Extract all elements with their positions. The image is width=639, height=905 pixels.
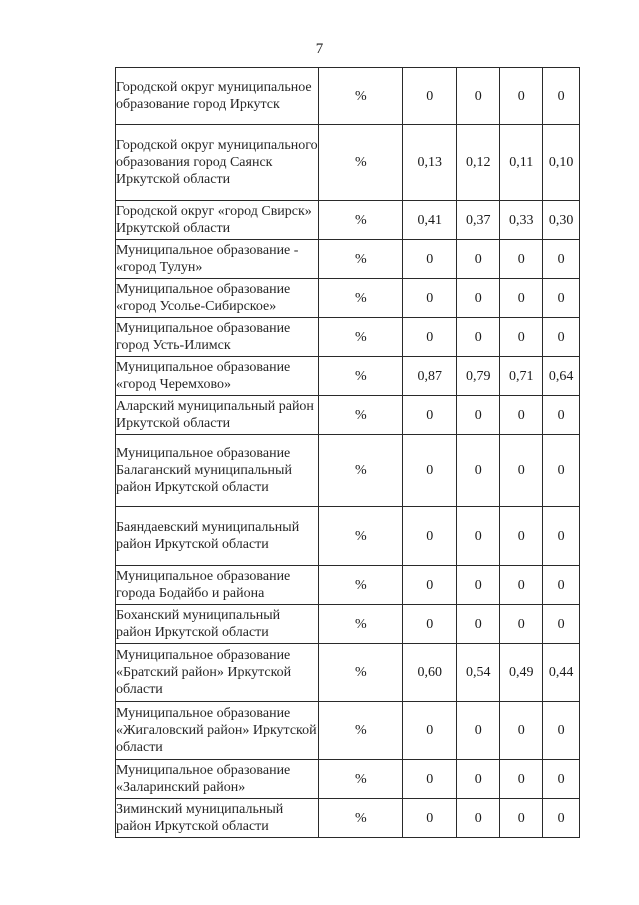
municipality-name-cell: Муниципальное образование «город Усолье-Сибирское»: [116, 279, 319, 318]
value-cell-1: 0: [403, 566, 457, 605]
municipality-name-cell: Муниципальное образование города Бодайбо и района: [116, 566, 319, 605]
value-cell-2: 0: [457, 435, 500, 507]
value-cell-4: 0: [543, 507, 580, 566]
value-cell-3: 0: [500, 396, 543, 435]
unit-cell: %: [319, 318, 403, 357]
municipality-name-cell: Зиминский муниципальный район Иркутской области: [116, 799, 319, 838]
value-cell-4: 0: [543, 605, 580, 644]
table-row: [116, 507, 580, 566]
table-row: [116, 435, 580, 507]
value-cell-1: 0: [403, 68, 457, 125]
value-cell-1: 0: [403, 507, 457, 566]
value-cell-2: 0: [457, 396, 500, 435]
unit-cell: %: [319, 68, 403, 125]
value-cell-1: 0,41: [403, 201, 457, 240]
municipality-name-cell: Муниципальное образование «Заларинский район»: [116, 760, 319, 799]
value-cell-2: 0,12: [457, 125, 500, 201]
value-cell-4: 0: [543, 435, 580, 507]
unit-cell: %: [319, 435, 403, 507]
table-row: [116, 279, 580, 318]
municipality-name-cell: Муниципальное образование - «город Тулун»: [116, 240, 319, 279]
table-row: [116, 357, 580, 396]
value-cell-4: 0,10: [543, 125, 580, 201]
value-cell-2: 0,37: [457, 201, 500, 240]
unit-cell: %: [319, 279, 403, 318]
table-row: [116, 566, 580, 605]
value-cell-2: 0: [457, 240, 500, 279]
value-cell-4: 0: [543, 279, 580, 318]
table-row: [116, 605, 580, 644]
unit-cell: %: [319, 644, 403, 702]
value-cell-2: 0: [457, 760, 500, 799]
value-cell-3: 0: [500, 279, 543, 318]
value-cell-1: 0: [403, 760, 457, 799]
value-cell-3: 0,71: [500, 357, 543, 396]
table-row: [116, 644, 580, 702]
table-row: [116, 760, 580, 799]
value-cell-2: 0: [457, 566, 500, 605]
value-cell-4: 0: [543, 566, 580, 605]
municipality-name-cell: Городской округ муниципального образования город Саянск Иркутской области: [116, 125, 319, 201]
value-cell-4: 0: [543, 702, 580, 760]
table-row: [116, 240, 580, 279]
value-cell-2: 0,79: [457, 357, 500, 396]
value-cell-1: 0: [403, 279, 457, 318]
value-cell-4: 0: [543, 68, 580, 125]
table-row: [116, 702, 580, 760]
value-cell-1: 0: [403, 396, 457, 435]
value-cell-4: 0: [543, 799, 580, 838]
value-cell-3: 0,11: [500, 125, 543, 201]
unit-cell: %: [319, 799, 403, 838]
municipality-name-cell: Муниципальное образование Балаганский муниципальный район Иркутской области: [116, 435, 319, 507]
municipality-name-cell: Боханский муниципальный район Иркутской области: [116, 605, 319, 644]
value-cell-3: 0: [500, 702, 543, 760]
municipality-name-cell: Муниципальное образование «город Черемхово»: [116, 357, 319, 396]
municipality-name-cell: Баяндаевский муниципальный район Иркутской области: [116, 507, 319, 566]
municipality-name-cell: Городской округ муниципальное образование город Иркутск: [116, 68, 319, 125]
value-cell-4: 0: [543, 396, 580, 435]
value-cell-4: 0: [543, 240, 580, 279]
value-cell-1: 0: [403, 435, 457, 507]
value-cell-2: 0: [457, 68, 500, 125]
value-cell-1: 0,13: [403, 125, 457, 201]
value-cell-3: 0: [500, 799, 543, 838]
value-cell-2: 0: [457, 605, 500, 644]
unit-cell: %: [319, 357, 403, 396]
value-cell-1: 0,60: [403, 644, 457, 702]
unit-cell: %: [319, 702, 403, 760]
value-cell-3: 0: [500, 507, 543, 566]
table-row: [116, 799, 580, 838]
value-cell-3: 0: [500, 435, 543, 507]
value-cell-3: 0: [500, 318, 543, 357]
value-cell-3: 0: [500, 605, 543, 644]
unit-cell: %: [319, 507, 403, 566]
value-cell-4: 0,44: [543, 644, 580, 702]
value-cell-4: 0: [543, 318, 580, 357]
value-cell-3: 0: [500, 240, 543, 279]
municipality-name-cell: Городской округ «город Свирск» Иркутской области: [116, 201, 319, 240]
table-body: [116, 68, 580, 838]
unit-cell: %: [319, 566, 403, 605]
unit-cell: %: [319, 605, 403, 644]
table-row: [116, 201, 580, 240]
table-row: [116, 68, 580, 125]
unit-cell: %: [319, 396, 403, 435]
value-cell-3: 0,49: [500, 644, 543, 702]
value-cell-1: 0: [403, 799, 457, 838]
value-cell-3: 0,33: [500, 201, 543, 240]
value-cell-1: 0: [403, 702, 457, 760]
value-cell-2: 0: [457, 507, 500, 566]
value-cell-4: 0: [543, 760, 580, 799]
page-number: 7: [315, 41, 324, 57]
unit-cell: %: [319, 240, 403, 279]
value-cell-4: 0,64: [543, 357, 580, 396]
municipality-name-cell: Муниципальное образование город Усть-Илимск: [116, 318, 319, 357]
unit-cell: %: [319, 201, 403, 240]
table-row: [116, 125, 580, 201]
value-cell-2: 0: [457, 702, 500, 760]
value-cell-1: 0: [403, 605, 457, 644]
municipality-name-cell: Муниципальное образование «Братский район» Иркутской области: [116, 644, 319, 702]
table-row: [116, 396, 580, 435]
municipality-name-cell: Муниципальное образование «Жигаловский район» Иркутской области: [116, 702, 319, 760]
municipality-name-cell: Аларский муниципальный район Иркутской области: [116, 396, 319, 435]
unit-cell: %: [319, 125, 403, 201]
value-cell-4: 0,30: [543, 201, 580, 240]
value-cell-1: 0,87: [403, 357, 457, 396]
value-cell-2: 0: [457, 318, 500, 357]
table-row: [116, 318, 580, 357]
value-cell-2: 0: [457, 279, 500, 318]
value-cell-3: 0: [500, 68, 543, 125]
value-cell-1: 0: [403, 318, 457, 357]
value-cell-2: 0,54: [457, 644, 500, 702]
value-cell-3: 0: [500, 566, 543, 605]
unit-cell: %: [319, 760, 403, 799]
value-cell-2: 0: [457, 799, 500, 838]
indicator-table: [115, 67, 580, 838]
value-cell-1: 0: [403, 240, 457, 279]
value-cell-3: 0: [500, 760, 543, 799]
